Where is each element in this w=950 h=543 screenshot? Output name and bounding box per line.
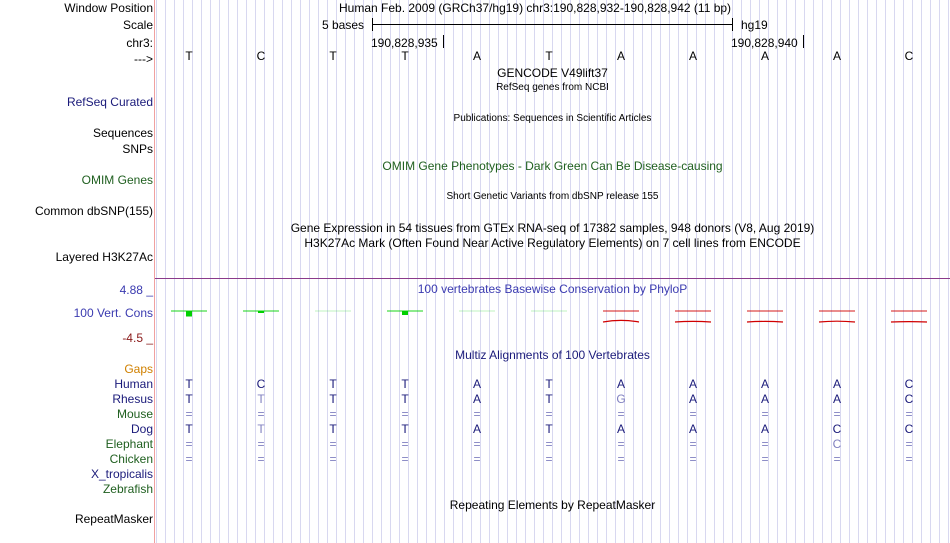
chicken-aligned-base: = [545, 452, 553, 466]
phylop-bar [186, 311, 192, 317]
window-position-label: Window Position [64, 1, 153, 15]
human-aligned-base: T [401, 377, 409, 391]
scale-bar-left-tick [372, 18, 373, 31]
elephant-aligned-base: = [617, 437, 625, 451]
coordinate-right-tick [803, 35, 804, 48]
dog-aligned-base: C [904, 422, 914, 436]
dog-aligned-base: T [401, 422, 409, 436]
rhesus-aligned-base: A [832, 392, 841, 406]
refseq-subtitle[interactable]: RefSeq genes from NCBI [496, 82, 609, 93]
elephant-aligned-base: = [185, 437, 193, 451]
human-aligned-base: C [904, 377, 914, 391]
tracks-area[interactable] [155, 0, 950, 543]
zebrafish-label: Zebrafish [102, 482, 153, 496]
h3k27ac-track-label[interactable]: Layered H3K27Ac [55, 250, 153, 264]
gencode-track-title[interactable]: GENCODE V49lift37 [497, 66, 608, 80]
chicken-aligned-base: = [761, 452, 769, 466]
sequence-base: C [256, 49, 266, 63]
dog-aligned-base: T [257, 422, 265, 436]
human-label: Human [114, 377, 153, 391]
repeatmasker-track-label[interactable]: RepeatMasker [74, 512, 153, 526]
track-label-column [0, 0, 153, 543]
short-variants-title[interactable]: Short Genetic Variants from dbSNP release 155 [446, 191, 659, 202]
rhesus-aligned-base: T [545, 392, 553, 406]
rhesus-aligned-base: A [688, 392, 697, 406]
phylop-bar [258, 311, 264, 313]
conservation-track-label[interactable]: 100 Vert. Cons [73, 306, 153, 320]
dog-label: Dog [130, 422, 153, 436]
mouse-aligned-base: = [257, 407, 265, 421]
human-aligned-base: C [256, 377, 266, 391]
elephant-aligned-base: = [473, 437, 481, 451]
rhesus-aligned-base: T [185, 392, 193, 406]
sequence-base: A [688, 49, 697, 63]
coordinate-right: 190,828,940 [731, 36, 798, 50]
chr-label: chr3: [126, 36, 153, 50]
conservation-top-line [155, 278, 950, 279]
elephant-aligned-base: = [257, 437, 265, 451]
dog-aligned-base: A [616, 422, 625, 436]
mouse-aligned-base: = [185, 407, 193, 421]
human-aligned-base: A [832, 377, 841, 391]
multiz-track-title[interactable]: Multiz Alignments of 100 Vertebrates [455, 348, 650, 362]
mouse-aligned-base: = [329, 407, 337, 421]
elephant-aligned-base: = [545, 437, 553, 451]
dog-aligned-base: T [185, 422, 193, 436]
sequence-base: T [545, 49, 553, 63]
phylop-track-title[interactable]: 100 vertebrates Basewise Conservation by PhyloP [417, 282, 688, 296]
sequence-base: T [401, 49, 409, 63]
sequence-base: A [472, 49, 481, 63]
mouse-aligned-base: = [689, 407, 697, 421]
dog-aligned-base: T [545, 422, 553, 436]
rhesus-aligned-base: G [616, 392, 626, 406]
phylop-negative-mark [603, 320, 639, 322]
chicken-aligned-base: = [401, 452, 409, 466]
conservation-min-label: -4.5 _ [122, 331, 153, 345]
gtex-track-title[interactable]: Gene Expression in 54 tissues from GTEx RNA-seq of 17382 samples, 948 donors (V8, Aug 2019) [290, 221, 815, 235]
sequence-base: T [185, 49, 193, 63]
dog-aligned-base: C [832, 422, 842, 436]
elephant-aligned-base: = [761, 437, 769, 451]
sequences-track-label[interactable]: Sequences [92, 126, 153, 140]
rhesus-aligned-base: T [257, 392, 265, 406]
mouse-aligned-base: = [833, 407, 841, 421]
rhesus-label: Rhesus [112, 392, 153, 406]
coordinate-left: 190,828,935 [371, 36, 438, 50]
rhesus-aligned-base: T [401, 392, 409, 406]
human-aligned-base: A [688, 377, 697, 391]
repeatmasker-track-title[interactable]: Repeating Elements by RepeatMasker [449, 498, 656, 512]
xtropicalis-label: X_tropicalis [90, 467, 153, 481]
phylop-negative-mark [675, 321, 711, 322]
phylop-negative-mark [819, 321, 855, 322]
gaps-label: Gaps [124, 362, 153, 376]
elephant-label: Elephant [105, 437, 153, 451]
elephant-aligned-base: = [329, 437, 337, 451]
dbsnp-track-label[interactable]: Common dbSNP(155) [34, 204, 153, 218]
mouse-aligned-base: = [617, 407, 625, 421]
dog-aligned-base: A [688, 422, 697, 436]
mouse-aligned-base: = [761, 407, 769, 421]
human-aligned-base: T [545, 377, 553, 391]
human-aligned-base: T [185, 377, 193, 391]
rhesus-aligned-base: C [904, 392, 914, 406]
snps-track-label[interactable]: SNPs [122, 142, 153, 156]
sequence-base: T [329, 49, 337, 63]
omim-track-label[interactable]: OMIM Genes [81, 173, 153, 187]
elephant-aligned-base: = [905, 437, 913, 451]
sequence-base: C [904, 49, 914, 63]
elephant-aligned-base: = [689, 437, 697, 451]
chicken-aligned-base: = [473, 452, 481, 466]
chicken-aligned-base: = [833, 452, 841, 466]
chicken-aligned-base: = [329, 452, 337, 466]
scale-bar [372, 24, 732, 25]
phylop-bar [402, 311, 408, 315]
human-aligned-base: A [616, 377, 625, 391]
dog-aligned-base: A [472, 422, 481, 436]
mouse-aligned-base: = [545, 407, 553, 421]
human-aligned-base: T [329, 377, 337, 391]
h3k27ac-track-title[interactable]: H3K27Ac Mark (Often Found Near Active Regulatory Elements) on 7 cell lines from ENCODE [304, 236, 801, 250]
omim-phenotypes-title[interactable]: OMIM Gene Phenotypes - Dark Green Can Be Disease-causing [382, 159, 723, 173]
elephant-aligned-base: C [832, 437, 842, 451]
chicken-aligned-base: = [617, 452, 625, 466]
chicken-aligned-base: = [185, 452, 193, 466]
elephant-aligned-base: = [401, 437, 409, 451]
mouse-aligned-base: = [401, 407, 409, 421]
dog-aligned-base: T [329, 422, 337, 436]
scale-db-text: hg19 [741, 18, 768, 32]
mouse-aligned-base: = [905, 407, 913, 421]
human-aligned-base: A [472, 377, 481, 391]
rhesus-aligned-base: A [760, 392, 769, 406]
chicken-label: Chicken [109, 452, 153, 466]
rhesus-aligned-base: T [329, 392, 337, 406]
human-aligned-base: A [760, 377, 769, 391]
chicken-aligned-base: = [905, 452, 913, 466]
sequence-base: A [832, 49, 841, 63]
chicken-aligned-base: = [257, 452, 265, 466]
assembly-position-text: Human Feb. 2009 (GRCh37/hg19) chr3:190,828,932-190,828,942 (11 bp) [339, 1, 732, 15]
scale-bar-right-tick [732, 18, 733, 31]
publications-track-title[interactable]: Publications: Sequences in Scientific Articles [453, 113, 652, 124]
scale-bases-text: 5 bases [322, 18, 365, 32]
conservation-max-label: 4.88 _ [119, 283, 153, 297]
phylop-plot [155, 296, 950, 336]
refseq-track-label[interactable]: RefSeq Curated [66, 95, 153, 109]
phylop-negative-mark [747, 321, 783, 322]
scale-label: Scale [122, 18, 153, 32]
dog-aligned-base: A [760, 422, 769, 436]
chicken-aligned-base: = [689, 452, 697, 466]
rhesus-aligned-base: A [472, 392, 481, 406]
sequence-base: A [760, 49, 769, 63]
coordinate-left-tick [443, 35, 444, 48]
mouse-aligned-base: = [473, 407, 481, 421]
strand-arrow-label[interactable]: ---> [134, 52, 153, 66]
mouse-label: Mouse [116, 407, 153, 421]
sequence-base: A [616, 49, 625, 63]
